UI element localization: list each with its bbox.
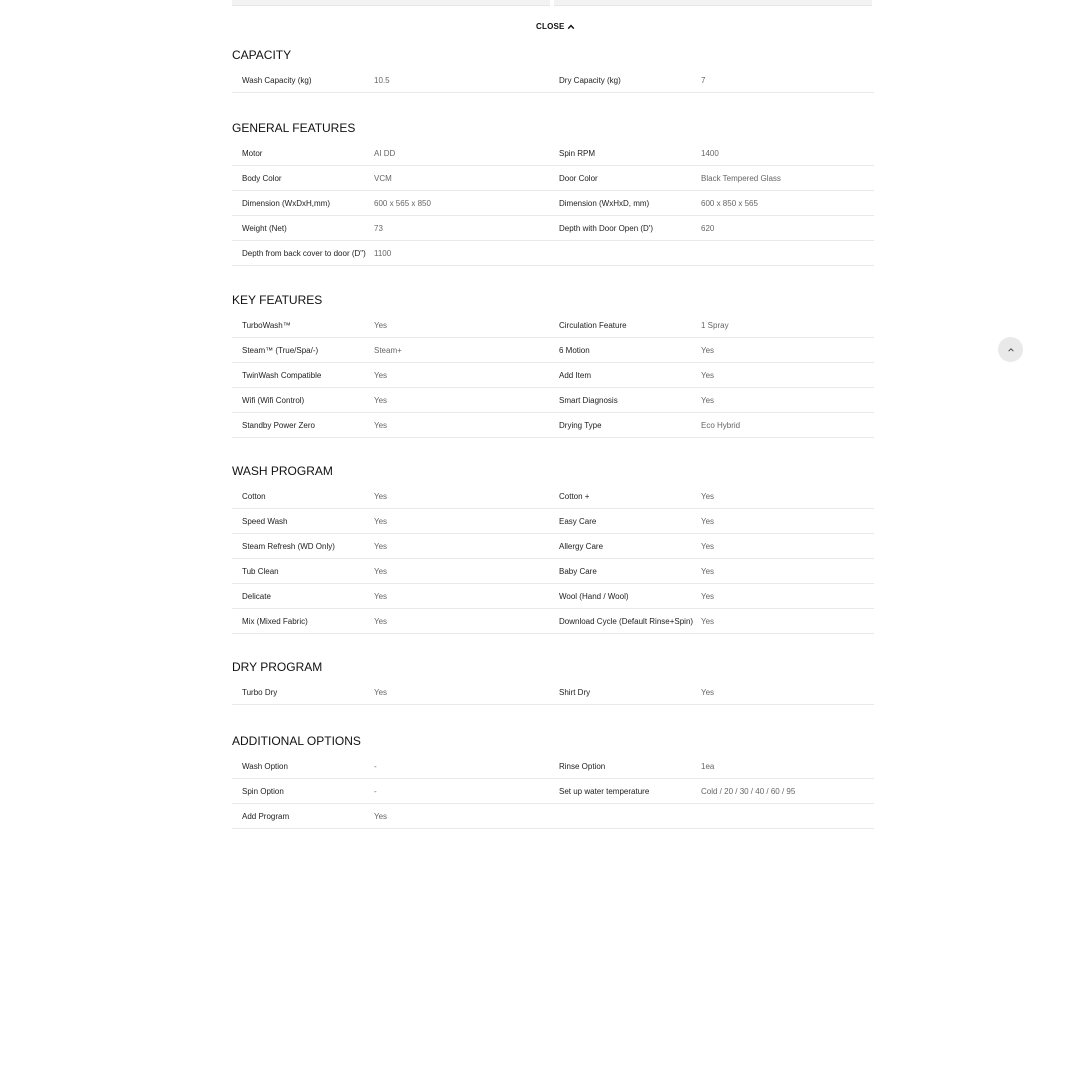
spec-label: Cotton + — [559, 491, 590, 501]
spec-rows — [232, 484, 874, 634]
spec-label: Cotton — [242, 491, 266, 501]
spec-value: Yes — [701, 541, 715, 551]
spec-value: 1100 — [374, 248, 392, 258]
spec-section — [232, 47, 874, 93]
spec-rows — [232, 141, 874, 266]
spec-label: Turbo Dry — [242, 687, 278, 697]
spec-label: Rinse Option — [559, 761, 606, 771]
spec-label: Wash Option — [242, 761, 288, 771]
spec-row — [232, 338, 874, 363]
spec-section — [232, 733, 874, 829]
spec-label: TwinWash Compatible — [242, 370, 322, 380]
spec-row — [232, 141, 874, 166]
section-title: GENERAL FEATURES — [232, 121, 356, 135]
spec-label: Dry Capacity (kg) — [559, 75, 621, 85]
spec-label: Depth from back cover to door (D") — [242, 248, 366, 258]
spec-value: Yes — [701, 566, 715, 576]
spec-value: Yes — [374, 320, 388, 330]
spec-value: AI DD — [374, 148, 396, 158]
spec-value: Yes — [374, 616, 388, 626]
spec-label: Dimension (WxHxD, mm) — [559, 198, 650, 208]
spec-value: Yes — [701, 516, 715, 526]
spec-label: Tub Clean — [242, 566, 279, 576]
strip-box-left — [232, 0, 550, 6]
spec-value: - — [374, 786, 377, 796]
spec-row — [232, 363, 874, 388]
spec-value: 1 Spray — [701, 320, 729, 330]
spec-label: Mix (Mixed Fabric) — [242, 616, 308, 626]
spec-label: Add Item — [559, 370, 592, 380]
spec-label: Spin RPM — [559, 148, 596, 158]
spec-row — [232, 241, 874, 266]
spec-rows — [232, 68, 874, 93]
spec-value: Yes — [701, 370, 715, 380]
spec-label: Weight (Net) — [242, 223, 287, 233]
spec-row — [232, 413, 874, 438]
spec-value: 10.5 — [374, 75, 390, 85]
spec-value: Yes — [374, 541, 388, 551]
spec-value: 1ea — [701, 761, 715, 771]
spec-value: Yes — [701, 591, 715, 601]
spec-label: Wash Capacity (kg) — [242, 75, 312, 85]
spec-value: Yes — [374, 811, 388, 821]
spec-label: Door Color — [559, 173, 598, 183]
spec-label: Add Program — [242, 811, 290, 821]
spec-value: 600 x 565 x 850 — [374, 198, 431, 208]
spec-rows — [232, 313, 874, 438]
spec-value: Black Tempered Glass — [701, 173, 781, 183]
spec-section — [232, 463, 874, 634]
spec-value: Yes — [374, 491, 388, 501]
spec-value: Yes — [701, 395, 715, 405]
spec-value: VCM — [374, 173, 392, 183]
strip-box-right — [554, 0, 872, 6]
spec-row — [232, 509, 874, 534]
spec-row — [232, 388, 874, 413]
spec-value: Yes — [701, 616, 715, 626]
previous-content-strip — [232, 0, 873, 6]
section-title: CAPACITY — [232, 48, 292, 62]
chevron-up-icon — [567, 23, 575, 31]
spec-value: Yes — [701, 491, 715, 501]
spec-value: Cold / 20 / 30 / 40 / 60 / 95 — [701, 786, 796, 796]
spec-row — [232, 559, 874, 584]
spec-label: Wool (Hand / Wool) — [559, 591, 629, 601]
spec-label: Easy Care — [559, 516, 597, 526]
spec-label: Set up water temperature — [559, 786, 650, 796]
spec-label: Speed Wash — [242, 516, 288, 526]
spec-row — [232, 216, 874, 241]
spec-label: Baby Care — [559, 566, 597, 576]
spec-value: Yes — [374, 516, 388, 526]
spec-row — [232, 584, 874, 609]
spec-label: Wifi (Wifi Control) — [242, 395, 305, 405]
spec-row — [232, 484, 874, 509]
spec-rows — [232, 680, 874, 705]
spec-rows — [232, 754, 874, 829]
chevron-up-icon — [1007, 346, 1015, 354]
spec-value: 73 — [374, 223, 383, 233]
spec-value: Yes — [701, 687, 715, 697]
spec-label: Smart Diagnosis — [559, 395, 618, 405]
spec-value: Yes — [374, 566, 388, 576]
spec-label: Steam™ (True/Spa/-) — [242, 345, 319, 355]
spec-label: Circulation Feature — [559, 320, 627, 330]
spec-row — [232, 68, 874, 93]
spec-value: Yes — [374, 395, 388, 405]
spec-label: Delicate — [242, 591, 271, 601]
spec-label: Body Color — [242, 173, 282, 183]
spec-label: Spin Option — [242, 786, 284, 796]
spec-label: TurboWash™ — [242, 320, 291, 330]
spec-row — [232, 191, 874, 216]
spec-value: Eco Hybrid — [701, 420, 741, 430]
spec-row — [232, 534, 874, 559]
spec-label: Steam Refresh (WD Only) — [242, 541, 335, 551]
spec-row — [232, 779, 874, 804]
spec-value: 620 — [701, 223, 715, 233]
section-title: KEY FEATURES — [232, 293, 323, 307]
spec-label: Download Cycle (Default Rinse+Spin) — [559, 616, 694, 626]
spec-label: Standby Power Zero — [242, 420, 315, 430]
spec-label: Depth with Door Open (D') — [559, 223, 654, 233]
spec-label: 6 Motion — [559, 345, 590, 355]
spec-value: Yes — [374, 420, 388, 430]
scroll-to-top-button[interactable] — [998, 337, 1023, 362]
spec-value: 1400 — [701, 148, 719, 158]
spec-label: Dimension (WxDxH,mm) — [242, 198, 330, 208]
spec-section — [232, 659, 874, 705]
spec-section — [232, 292, 874, 438]
spec-label: Allergy Care — [559, 541, 604, 551]
close-specs-button[interactable] — [536, 22, 575, 31]
spec-label: Shirt Dry — [559, 687, 591, 697]
section-title: WASH PROGRAM — [232, 464, 333, 478]
spec-value: 600 x 850 x 565 — [701, 198, 758, 208]
spec-row — [232, 609, 874, 634]
spec-row — [232, 313, 874, 338]
spec-label: Drying Type — [559, 420, 602, 430]
section-title: ADDITIONAL OPTIONS — [232, 734, 361, 748]
close-label: CLOSE — [536, 22, 565, 31]
section-title: DRY PROGRAM — [232, 660, 323, 674]
spec-row — [232, 754, 874, 779]
spec-value: Steam+ — [374, 345, 402, 355]
spec-value: Yes — [701, 345, 715, 355]
spec-value: Yes — [374, 370, 388, 380]
spec-value: - — [374, 761, 377, 771]
spec-row — [232, 680, 874, 705]
spec-value: 7 — [701, 75, 706, 85]
spec-value: Yes — [374, 591, 388, 601]
spec-section — [232, 120, 874, 266]
spec-label: Motor — [242, 148, 263, 158]
spec-row — [232, 804, 874, 829]
spec-row — [232, 166, 874, 191]
spec-value: Yes — [374, 687, 388, 697]
